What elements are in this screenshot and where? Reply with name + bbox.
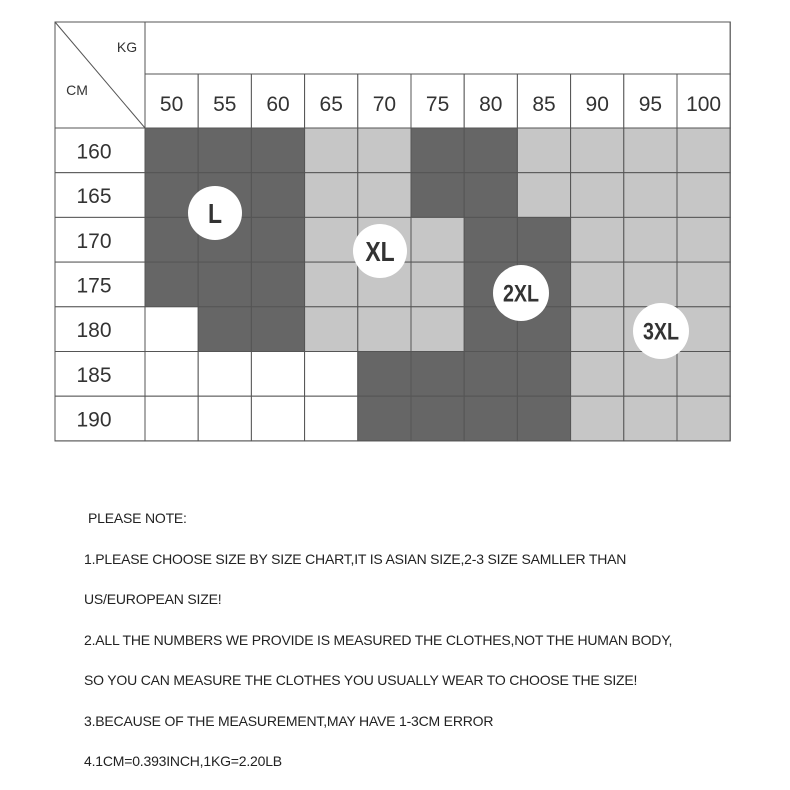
- note-line-3: 2.ALL THE NUMBERS WE PROVIDE IS MEASURED THE CLOTHES,NOT THE HUMAN BODY,: [84, 631, 673, 648]
- size-cell-165cm-85kg: [517, 173, 570, 218]
- size-badge-label: 2XL: [502, 279, 540, 308]
- size-cell-170cm-75kg: [411, 217, 464, 262]
- size-cell-190cm-55kg: [198, 396, 251, 441]
- size-cell-165cm-65kg: [305, 173, 358, 218]
- size-cell-170cm-95kg: [624, 217, 677, 262]
- size-badge-label: 3XL: [642, 317, 680, 346]
- size-cell-190cm-60kg: [251, 396, 304, 441]
- size-badge-l: [188, 186, 242, 240]
- header-band: [145, 22, 730, 74]
- size-cell-190cm-80kg: [464, 396, 517, 441]
- notes-section: [84, 506, 784, 790]
- size-cell-160cm-50kg: [145, 128, 198, 173]
- size-cell-160cm-65kg: [305, 128, 358, 173]
- weight-label-85: 85: [532, 93, 556, 116]
- note-line-2: US/EUROPEAN SIZE!: [84, 591, 222, 607]
- size-cell-190cm-100kg: [677, 396, 730, 441]
- size-cell-185cm-70kg: [358, 352, 411, 397]
- size-cell-185cm-80kg: [464, 352, 517, 397]
- weight-label-60: 60: [266, 93, 290, 116]
- size-cell-170cm-60kg: [251, 217, 304, 262]
- size-cell-185cm-95kg: [624, 352, 677, 397]
- size-cell-170cm-65kg: [305, 217, 358, 262]
- corner-cm-label: CM: [66, 82, 88, 98]
- size-cell-170cm-100kg: [677, 217, 730, 262]
- weight-label-75: 75: [425, 93, 450, 116]
- size-cell-185cm-50kg: [145, 352, 198, 397]
- note-line-5: 3.BECAUSE OF THE MEASUREMENT,MAY HAVE 1-3CM ERROR: [84, 712, 494, 729]
- height-label-160: 160: [76, 140, 112, 164]
- height-label-190: 190: [76, 408, 112, 432]
- size-cell-175cm-75kg: [411, 262, 464, 307]
- size-cell-185cm-85kg: [517, 352, 570, 397]
- size-cell-190cm-50kg: [145, 396, 198, 441]
- size-badge-2xl: [493, 265, 549, 321]
- size-cell-170cm-80kg: [464, 217, 517, 262]
- size-cell-185cm-65kg: [305, 352, 358, 397]
- size-cell-175cm-90kg: [571, 262, 624, 307]
- note-line-4: SO YOU CAN MEASURE THE CLOTHES YOU USUALLY WEAR TO CHOOSE THE SIZE!: [84, 672, 638, 688]
- size-cell-190cm-85kg: [517, 396, 570, 441]
- size-cell-190cm-75kg: [411, 396, 464, 441]
- size-cell-160cm-75kg: [411, 128, 464, 173]
- weight-label-95: 95: [638, 93, 663, 116]
- height-label-180: 180: [76, 319, 112, 343]
- size-cell-185cm-90kg: [571, 352, 624, 397]
- size-badge-label: L: [207, 199, 223, 230]
- size-cell-160cm-55kg: [198, 128, 251, 173]
- weight-label-50: 50: [159, 93, 184, 116]
- height-label-165: 165: [76, 185, 112, 209]
- size-cell-170cm-90kg: [571, 217, 624, 262]
- size-cell-190cm-65kg: [305, 396, 358, 441]
- size-badge-xl: [353, 224, 407, 278]
- size-cell-160cm-70kg: [358, 128, 411, 173]
- size-cell-180cm-50kg: [145, 307, 198, 352]
- size-cell-165cm-90kg: [571, 173, 624, 218]
- note-line-6: 4.1CM=0.393INCH,1KG=2.20LB: [84, 753, 282, 769]
- size-cell-180cm-90kg: [571, 307, 624, 352]
- size-cell-170cm-50kg: [145, 217, 198, 262]
- size-badge-3xl: [633, 303, 689, 359]
- size-cell-185cm-55kg: [198, 352, 251, 397]
- size-cell-185cm-60kg: [251, 352, 304, 397]
- height-label-170: 170: [76, 229, 112, 253]
- size-cell-160cm-90kg: [571, 128, 624, 173]
- weight-label-55: 55: [213, 93, 237, 116]
- weight-label-70: 70: [372, 93, 397, 116]
- size-cell-160cm-60kg: [251, 128, 304, 173]
- size-cell-165cm-80kg: [464, 173, 517, 218]
- corner-kg-label: KG: [116, 39, 138, 55]
- size-cell-180cm-60kg: [251, 307, 304, 352]
- size-cell-175cm-50kg: [145, 262, 198, 307]
- size-cell-160cm-80kg: [464, 128, 517, 173]
- size-cell-175cm-95kg: [624, 262, 677, 307]
- size-cell-165cm-70kg: [358, 173, 411, 218]
- size-cell-165cm-100kg: [677, 173, 730, 218]
- weight-label-90: 90: [585, 93, 609, 116]
- size-cell-160cm-85kg: [517, 128, 570, 173]
- note-line-1: 1.PLEASE CHOOSE SIZE BY SIZE CHART,IT IS ASIAN SIZE,2-3 SIZE SAMLLER THAN: [84, 550, 627, 567]
- size-cell-165cm-95kg: [624, 173, 677, 218]
- size-cell-160cm-95kg: [624, 128, 677, 173]
- size-cell-175cm-65kg: [305, 262, 358, 307]
- notes-heading: PLEASE NOTE:: [88, 510, 187, 526]
- size-cell-190cm-70kg: [358, 396, 411, 441]
- height-label-185: 185: [76, 363, 112, 387]
- size-cell-190cm-95kg: [624, 396, 677, 441]
- size-cell-185cm-75kg: [411, 352, 464, 397]
- size-badge-label: XL: [365, 237, 395, 268]
- size-cell-165cm-60kg: [251, 173, 304, 218]
- size-cell-170cm-85kg: [517, 217, 570, 262]
- weight-label-65: 65: [319, 93, 343, 116]
- size-cell-175cm-100kg: [677, 262, 730, 307]
- size-cell-175cm-60kg: [251, 262, 304, 307]
- size-cell-165cm-75kg: [411, 173, 464, 218]
- size-cell-180cm-55kg: [198, 307, 251, 352]
- size-cell-180cm-65kg: [305, 307, 358, 352]
- weight-label-100: 100: [686, 93, 722, 116]
- size-grid-cells: [145, 128, 730, 441]
- size-cell-160cm-100kg: [677, 128, 730, 173]
- height-label-175: 175: [76, 274, 112, 298]
- size-cell-180cm-75kg: [411, 307, 464, 352]
- size-cell-175cm-55kg: [198, 262, 251, 307]
- size-cell-180cm-70kg: [358, 307, 411, 352]
- size-cell-185cm-100kg: [677, 352, 730, 397]
- weight-label-80: 80: [479, 93, 503, 116]
- size-cell-190cm-90kg: [571, 396, 624, 441]
